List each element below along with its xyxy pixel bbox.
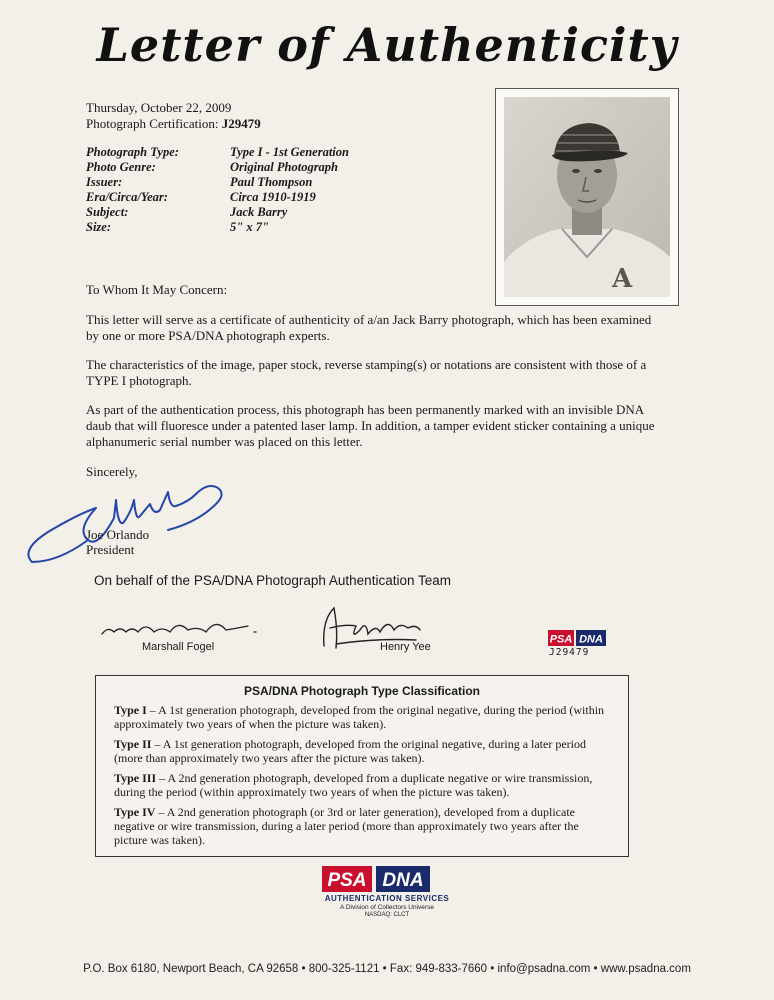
paragraph-dna: As part of the authentication process, this photograph has been permanently marked with an invisible DNA daub that will fluoresce under a patented laser lamp. In addition, a tamper evident sticker containing a unique alphanumeric serial number was placed on this letter.	[86, 402, 655, 449]
classification-type: Type II	[114, 737, 152, 751]
psa-dna-sticker-logo	[548, 630, 606, 646]
closing: Sincerely,	[86, 464, 138, 479]
classification-type: Type IV	[114, 805, 156, 819]
detail-value: Original Photograph	[230, 160, 339, 174]
classification-item	[114, 771, 614, 799]
logo-line-1: AUTHENTICATION SERVICES	[324, 894, 450, 903]
letter-date: Thursday, October 22, 2009	[86, 100, 232, 115]
classification-text: – A 2nd generation photograph (or 3rd or later generation), developed from a duplicate negative or wire transmission, during a later period (more than approximately two years after the picture was taken).	[114, 805, 579, 847]
sticker-brand-right: DNA	[579, 633, 603, 646]
paragraph-certificate: This letter will serve as a certificate of authenticity of a/an Jack Barry photograph, which has been examined by one or more PSA/DNA photograph experts.	[86, 312, 652, 343]
detail-label: Size:	[86, 220, 111, 234]
classification-item	[114, 805, 614, 847]
logo-brand-left: PSA	[327, 870, 367, 891]
certification-number: J29479	[221, 116, 261, 131]
letterhead-title: Letter of Authenticity	[96, 18, 678, 72]
detail-value: Jack Barry	[230, 205, 288, 219]
sticker-serial: J29479	[549, 647, 590, 658]
detail-value: Type I - 1st Generation	[230, 145, 349, 159]
expert-name-fogel: Marshall Fogel	[142, 641, 215, 653]
psa-dna-logo	[322, 866, 430, 897]
signer-name: Joe Orlando	[86, 527, 150, 542]
detail-row	[86, 205, 349, 220]
signer-title: President	[86, 542, 135, 557]
detail-label: Issuer:	[86, 175, 123, 189]
detail-label: Era/Circa/Year:	[86, 190, 168, 204]
classification-type: Type III	[114, 771, 157, 785]
footer-contact: P.O. Box 6180, Newport Beach, CA 92658 • 800-325-1121 • Fax: 949-833-7660 • info@psadna.com • www.psadna.com	[83, 963, 691, 975]
marshall-fogel-signature	[98, 612, 258, 642]
detail-label: Photograph Type:	[86, 145, 179, 159]
detail-row	[86, 160, 349, 175]
classification-type: Type I	[114, 703, 147, 717]
salutation: To Whom It May Concern:	[86, 282, 228, 297]
certification-line	[86, 116, 386, 132]
paragraph-characteristics: The characteristics of the image, paper stock, reverse stamping(s) or notations are consistent with those of a TYPE I photograph.	[86, 357, 647, 388]
classification-item	[114, 703, 614, 731]
detail-row	[86, 175, 349, 190]
detail-row	[86, 145, 349, 160]
expert-name-yee: Henry Yee	[380, 641, 431, 653]
classification-item	[114, 737, 614, 765]
classification-text: – A 1st generation photograph, developed from the original negative, during the period (within approximately two years of when the picture was taken).	[114, 703, 605, 731]
logo-line-2: A Division of Collectors Universe	[340, 904, 434, 911]
detail-label: Photo Genre:	[86, 160, 156, 174]
classification-text: – A 1st generation photograph, developed from the original negative, during a later period (more than approximately two years after the picture was taken).	[114, 737, 586, 765]
sticker-brand-left: PSA	[549, 633, 573, 646]
photo-details-table	[86, 145, 349, 235]
detail-label: Subject:	[86, 205, 129, 219]
psa-dna-logo-mark	[322, 866, 430, 892]
detail-value: Paul Thompson	[230, 175, 313, 189]
detail-value: 5" x 7"	[230, 220, 269, 234]
authenticated-photo	[495, 88, 679, 306]
detail-value: Circa 1910-1919	[230, 190, 316, 204]
certification-label: Photograph Certification:	[86, 116, 219, 131]
svg-text:A: A	[612, 264, 633, 294]
team-line: On behalf of the PSA/DNA Photograph Authentication Team	[94, 573, 451, 588]
detail-row	[86, 220, 349, 235]
logo-line-3: NASDAQ: CLCT	[364, 912, 410, 918]
classification-title: PSA/DNA Photograph Type Classification	[243, 684, 481, 698]
type-classification-box	[95, 675, 629, 857]
logo-brand-right: DNA	[382, 870, 424, 891]
detail-row	[86, 190, 349, 205]
classification-text: – A 2nd generation photograph, developed from a duplicate negative or wire transmission, during the period (within approximately two years of when the picture was taken).	[114, 771, 593, 799]
player-portrait-image	[504, 97, 670, 297]
